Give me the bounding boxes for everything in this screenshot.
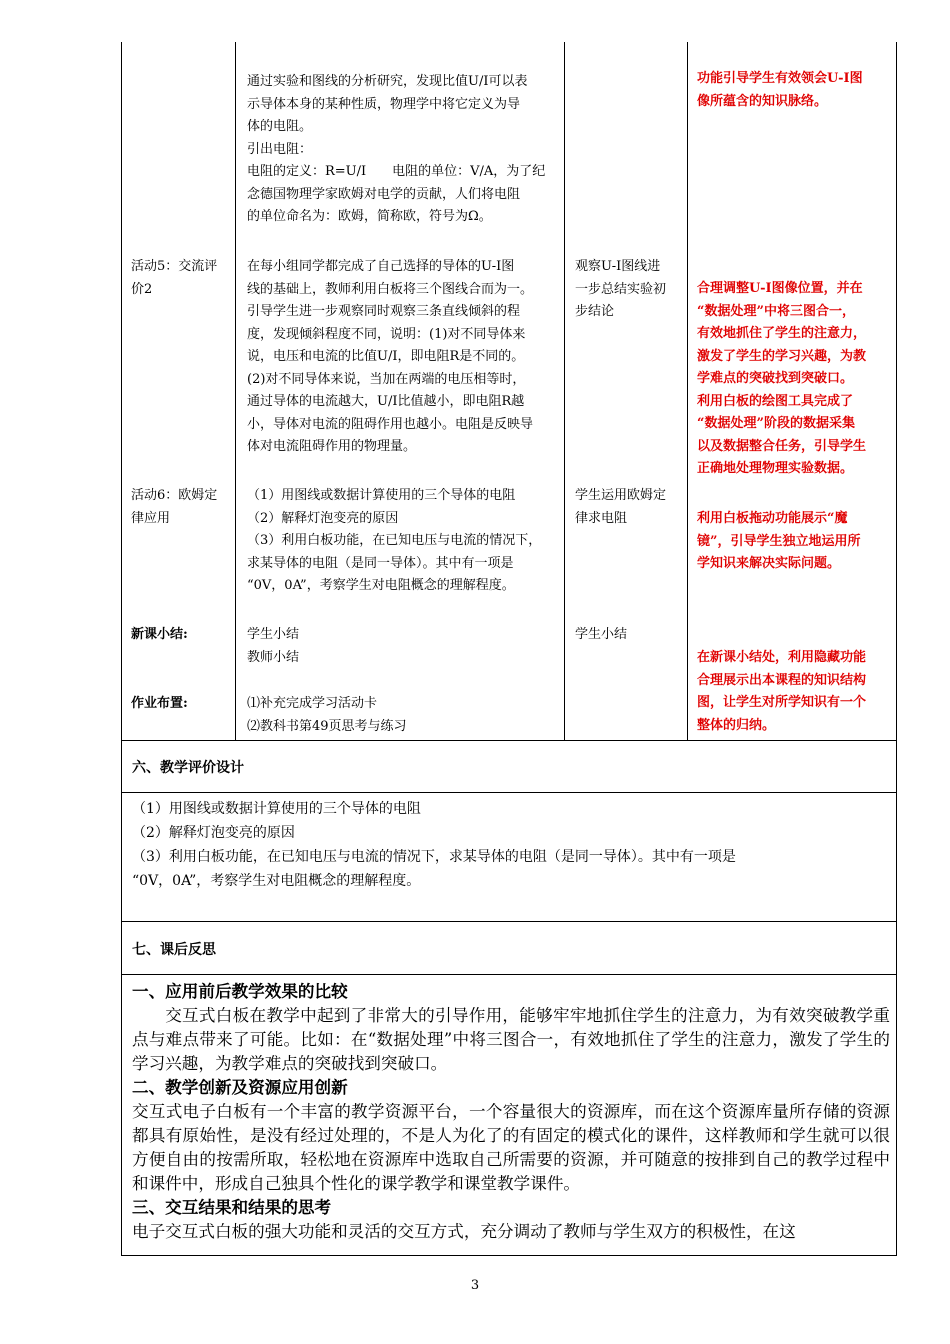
- row2-activity: 活动5：交流评 价2: [131, 259, 218, 297]
- reflection-heading-3: 三、交互结果和结果的思考: [132, 1198, 332, 1217]
- row3-student: 学生运用欧姆定 律求电阻: [575, 488, 667, 526]
- row5-activity: 作业布置:: [131, 696, 188, 711]
- row4-student: 学生小结: [575, 627, 628, 642]
- reflection-body: [132, 980, 890, 1244]
- reflection-paragraph-3: 电子交互式白板的强大功能和灵活的交互方式，充分调动了教师与学生双方的积极性，在这: [132, 1222, 796, 1241]
- column-divider-3: [687, 42, 688, 740]
- evaluation-list: （1）用图线或数据计算使用的三个导体的电阻 （2）解释灯泡变亮的原因 （3）利用白板功能，在已知电压与电流的情况下，求某导体的电阻（是同一导体）。其中有一项是 “0V，0A”，考察学生对电阻概念的理解程度。: [132, 801, 736, 889]
- section7-title: 七、课后反思: [132, 942, 216, 958]
- row4-activity: 新课小结:: [131, 627, 188, 642]
- row-divider-section6: [121, 740, 897, 741]
- row-divider-section7: [121, 921, 897, 922]
- row3-content: （1）用图线或数据计算使用的三个导体的电阻 （2）解释灯泡变亮的原因 （3）利用白板功能，在已知电压与电流的情况下， 求某导体的电阻（是同一导体）。其中有一项是 “0V，0A”，考察学生对电阻概念的理解程度。: [247, 488, 542, 593]
- column-divider-1: [235, 42, 236, 740]
- row1-note: 功能引导学生有效领会U-I图 像所蕴含的知识脉络。: [697, 71, 863, 109]
- page-number: 3: [470, 1278, 480, 1293]
- row2-student: 观察U-I图线进 一步总结实验初 步结论: [575, 259, 667, 319]
- row-divider-eval: [121, 792, 897, 793]
- row3-activity: 活动6：欧姆定 律应用: [131, 488, 218, 526]
- row1-content: 通过实验和图线的分析研究，发现比值U/I可以表 示导体本身的某种性质，物理学中将它定义为导 体的电阻。 引出电阻： 电阻的定义：R=U/I 电阻的单位：V/A，为了纪 念德国物理学家欧姆对电学的贡献，人们将电阻 的单位命名为：欧姆，简称欧，符号为Ω。: [247, 74, 546, 224]
- column-divider-2: [564, 42, 565, 740]
- reflection-heading-1: 一、应用前后教学效果的比较: [132, 982, 348, 1001]
- reflection-heading-2: 二、教学创新及资源应用创新: [132, 1078, 348, 1097]
- section6-title: 六、教学评价设计: [132, 760, 244, 776]
- row4-content: 学生小结 教师小结: [247, 627, 300, 665]
- reflection-paragraph-2: 交互式电子白板有一个丰富的教学资源平台，一个容量很大的资源库，而在这个资源库量所存储的资源都具有原始性，是没有经过处理的，不是人为化了的有固定的模式化的课件，这样教师和学生就可以很方便自由的按需所取，轻松地在资源库中选取自己所需要的资源，并可随意的按排到自己的教学过程中和课件中，形成自己独具个性化的课学教学和课堂教学课件。: [132, 1102, 890, 1193]
- reflection-paragraph-1: 交互式白板在教学中起到了非常大的引导作用，能够牢牢地抓住学生的注意力，为有效突破教学重点与难点带来了可能。比如：在“数据处理”中将三图合一，有效地抓住了学生的注意力，激发了学生的学习兴趣，为教学难点的突破找到突破口。: [132, 1006, 890, 1073]
- row5-content: ⑴补充完成学习活动卡 ⑵教科书第49页思考与练习: [247, 696, 407, 734]
- row3-note: 利用白板拖动功能展示“魔 镜”，引导学生独立地运用所 学知识来解决实际问题。: [697, 511, 861, 571]
- row-divider-reflection: [121, 974, 897, 975]
- row2-content: 在每小组同学都完成了自己选择的导体的U-I图 线的基础上，教师利用白板将三个图线合而为一。 引导学生进一步观察同时观察三条直线倾斜的程 度，发现倾斜程度不同，说明：(1)对不同导体来 说，电压和电流的比值U/I，即电阻R是不同的。 (2)对不同导体来说，当加在两端的电压相等时， 通过导体的电流越大，U/I比值越小，即电阻R越 小，导体对电流的阻碍作用也越小。电阻是反映导 体对电流阻碍作用的物理量。: [247, 259, 534, 454]
- row2-note: 合理调整U-I图像位置，并在 “数据处理”中将三图合一， 有效地抓住了学生的注意力， 激发了学生的学习兴趣，为教 学难点的突破找到突破口。 利用白板的绘图工具完成了 “数据处理”阶段的数据采集 以及数据整合任务，引导学生 正确地处理物理实验数据。: [697, 281, 867, 476]
- row4-note: 在新课小结处，利用隐藏功能 合理展示出本课程的知识结构 图，让学生对所学知识有一个 整体的归纳。: [697, 650, 867, 733]
